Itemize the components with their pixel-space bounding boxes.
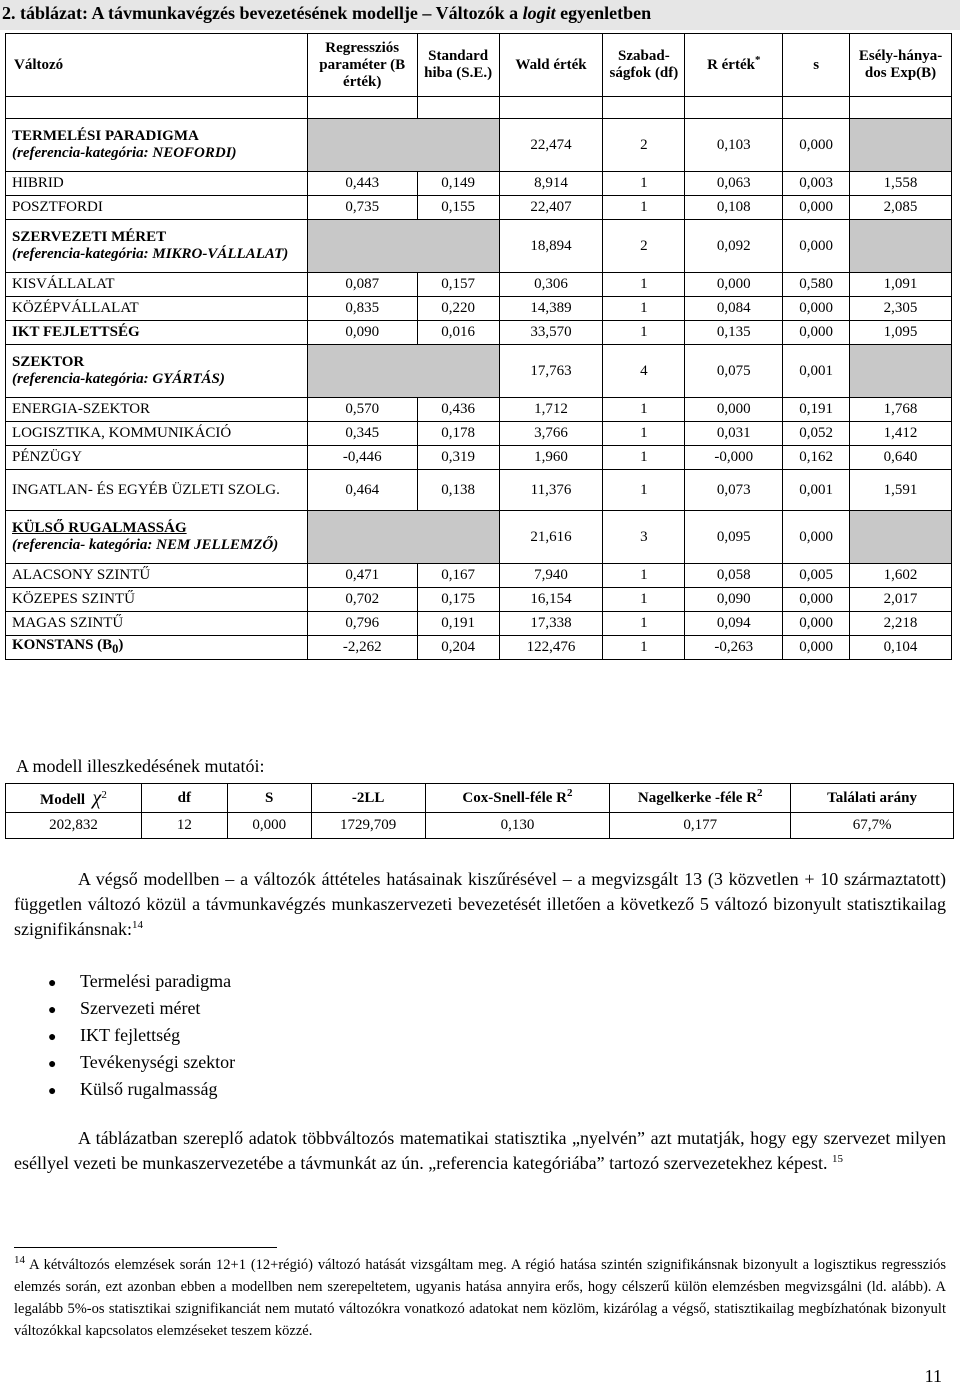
table-row-penzugy: PÉNZÜGY -0,446 0,319 1,960 1 -0,000 0,162 0,640 — [6, 446, 952, 470]
table-row-magas: MAGAS SZINTŰ 0,796 0,191 17,338 1 0,094 0,000 2,218 — [6, 612, 952, 636]
bullet-icon: ● — [48, 1003, 57, 1018]
header-wald: Wald érték — [499, 34, 603, 97]
bullet-icon: ● — [48, 1084, 57, 1099]
table-row-alacsony: ALACSONY SZINTŰ 0,471 0,167 7,940 1 0,058 0,005 1,602 — [6, 564, 952, 588]
bullet-icon: ● — [48, 1030, 57, 1045]
logit-variables-table — [5, 33, 952, 660]
footnote-divider — [14, 1247, 277, 1248]
paragraph-2: A táblázatban szereplő adatok többváltozós matematikai statisztika „nyelvén” azt mutatják, hogy egy szervezet milyen eséllyel vezeti be munkaszervezetébe a távmunkát az ún. „referencia kategóriába” tartozó szervezetekhez képest. $^{15}$ — [14, 1128, 946, 1173]
footnote-ref-15: 15 — [832, 1153, 844, 1165]
footnote-ref-14: 14 — [131, 919, 143, 931]
table-row-ingatlan: INGATLAN- ÉS EGYÉB ÜZLETI SZOLG. 0,464 0,138 11,376 1 0,073 0,001 1,591 — [6, 470, 952, 511]
footnote-14: $^{14}$ A kétváltozós elemzések során 12+1 (12+régió) változó hatását vizsgáltam meg. A régió hatása szintén szignifikánsnak bizonyult a logisztikus regressziós elemzés során, ezt azonban ebben a modellben nem szerepeltetem, ugyanis hatása annyira erős, hogy célszerű külön elemzésben megvizsgálni (ld. alább). A legalább 5%-os statisztikai szignifikanciát nem mutató változókra vonatkozó adatokat nem közlöm, kizárólag a végső, statisztikailag megbízhatónak bizonyult változókkal kapcsolatos elemzéseket teszem közzé. — [14, 1254, 946, 1339]
list-item: ● Termelési paradigma — [48, 968, 235, 995]
table-row-ikt: IKT FEJLETTSÉG 0,090 0,016 33,570 1 0,135 0,000 1,095 — [6, 321, 952, 345]
table-row-kozepvallalat: KÖZÉPVÁLLALAT 0,835 0,220 14,389 1 0,084 0,000 2,305 — [6, 297, 952, 321]
bullet-icon: ● — [48, 976, 57, 991]
header-se: Standard hiba (S.E.) — [417, 34, 499, 97]
fit-header-df: df — [141, 784, 227, 813]
section-row-szektor: SZEKTOR (referencia-kategória: GYÁRTÁS) 17,763 4 0,075 0,001 — [6, 345, 952, 398]
fit-value-row: 202,832 12 0,000 1729,709 0,130 0,177 67,7% — [6, 813, 954, 839]
list-item: ● Tevékenységi szektor — [48, 1049, 235, 1076]
table-row-kisvallalat: KISVÁLLALAT 0,087 0,157 0,306 1 0,000 0,580 1,091 — [6, 273, 952, 297]
caption-suffix: egyenletben — [555, 3, 652, 23]
header-variable: Változó — [6, 34, 308, 97]
table-header-row — [6, 34, 952, 97]
section-row-meret: SZERVEZETI MÉRET (referencia-kategória: MIKRO-VÁLLALAT) 18,894 2 0,092 0,000 — [6, 220, 952, 273]
list-item: ● IKT fejlettség — [48, 1022, 235, 1049]
model-fit-table — [5, 783, 954, 839]
fit-header-model: Modell $\chi^2$ — [6, 784, 142, 813]
table-row-kozepes: KÖZEPES SZINTŰ 0,702 0,175 16,154 1 0,090 0,000 2,017 — [6, 588, 952, 612]
table-row-posztfordi: POSZTFORDI 0,735 0,155 22,407 1 0,108 0,000 2,085 — [6, 196, 952, 220]
header-s: s — [783, 34, 850, 97]
table-row-hibrid: HIBRID 0,443 0,149 8,914 1 0,063 0,003 1,558 — [6, 172, 952, 196]
fit-header-ll: -2LL — [311, 784, 425, 813]
table-row-konstans: KONSTANS $(B_0)$ -2,262 0,204 122,476 1 -0,263 0,000 0,104 — [6, 636, 952, 660]
fit-header-hit: Találati arány — [791, 784, 954, 813]
bullet-icon: ● — [48, 1057, 57, 1072]
caption-prefix: 2. táblázat: A távmunkavégzés bevezetésének modellje – Változók a — [2, 3, 523, 23]
paragraph-1: A végső modellben – a változók áttételes hatásainak kiszűrésével – a megvizsgált 13 (3 közvetlen + 10 származtatott) független változó közül a távmunkavégzés munkaszervezeti bevezetését illetően a következő 5 változó bizonyult statisztikailag szignifikánsnak:$^{14}$ — [14, 869, 946, 939]
page-number: 11 — [924, 1366, 942, 1386]
list-item: ● Külső rugalmasság — [48, 1076, 235, 1103]
header-r: R érték* — [685, 34, 783, 97]
list-item: ● Szervezeti méret — [48, 995, 235, 1022]
fit-header-cox: Cox-Snell-féle $R^2$ — [425, 784, 610, 813]
section-row-kulso: KÜLSŐ RUGALMASSÁG (referencia- kategória: NEM JELLEMZŐ) 21,616 3 0,095 0,000 — [6, 511, 952, 564]
section-row-termelesi: TERMELÉSI PARADIGMA (referencia-kategória: NEOFORDI) 22,474 2 0,103 0,000 — [6, 119, 952, 172]
table-row-energia: ENERGIA-SZEKTOR 0,570 0,436 1,712 1 0,000 0,191 1,768 — [6, 398, 952, 422]
table-caption — [0, 0, 960, 30]
table-row-logisztika: LOGISZTIKA, KOMMUNIKÁCIÓ 0,345 0,178 3,766 1 0,031 0,052 1,412 — [6, 422, 952, 446]
header-exp: Esély-hánya-dos Exp(B) — [850, 34, 952, 97]
spacer-row — [6, 97, 952, 119]
header-df: Szabad-ságfok (df) — [603, 34, 685, 97]
header-b: Regressziós paraméter (B érték) — [307, 34, 417, 97]
fit-header-s: S — [227, 784, 311, 813]
fit-header-row — [6, 784, 954, 813]
caption-italic: logit — [522, 3, 556, 23]
fit-header-nagelkerke: Nagelkerke -féle $R^2$ — [610, 784, 791, 813]
bullet-list — [48, 968, 235, 1103]
fit-heading: A modell illeszkedésének mutatói: — [16, 756, 265, 776]
